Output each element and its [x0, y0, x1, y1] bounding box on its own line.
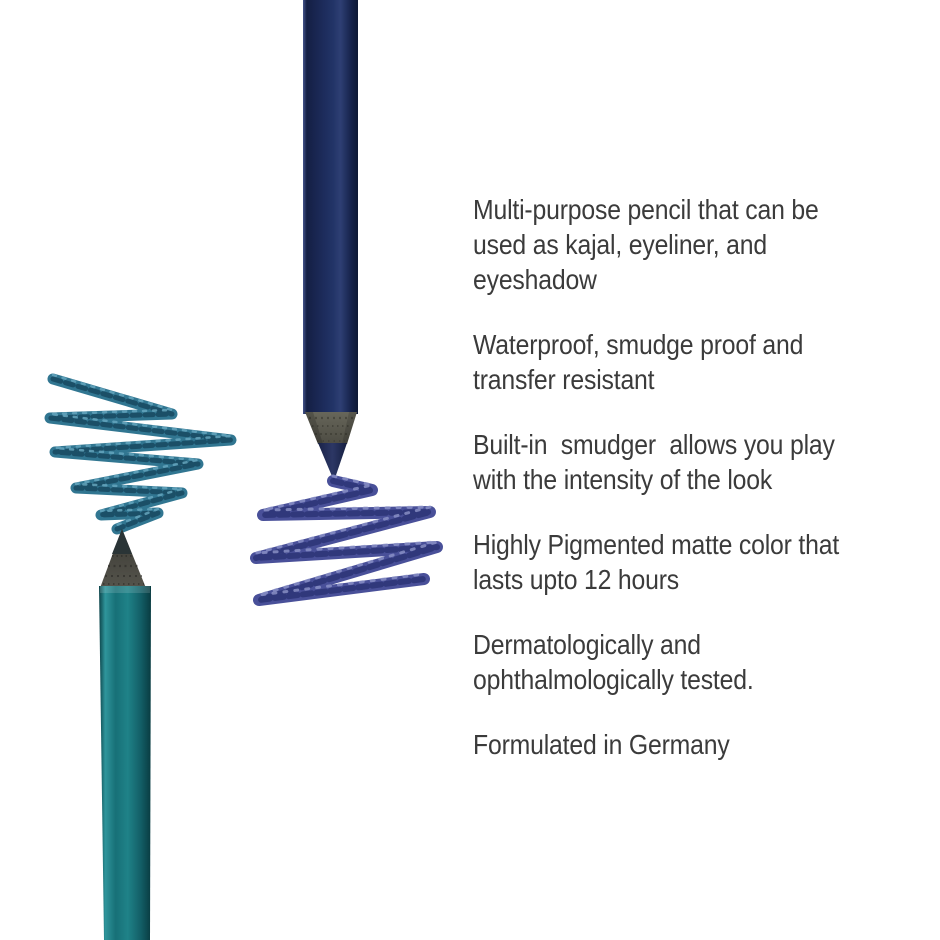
feature-line: Waterproof, smudge proof and	[473, 329, 804, 360]
navy-scribble	[256, 476, 437, 600]
feature-line: Built-in smudger allows you play	[473, 429, 835, 460]
feature-line: Highly Pigmented matte color that	[473, 529, 840, 560]
feature-line: Dermatologically and	[473, 629, 701, 660]
feature-item	[473, 527, 889, 597]
feature-line: lasts upto 12 hours	[473, 564, 680, 595]
feature-line: eyeshadow	[473, 264, 597, 295]
feature-item	[473, 727, 889, 762]
feature-line: Formulated in Germany	[473, 729, 730, 760]
navy-pencil	[303, 0, 358, 481]
teal-scribble	[50, 375, 231, 529]
teal-pencil	[99, 529, 151, 940]
teal-pencil-body	[99, 586, 151, 940]
feature-line: transfer resistant	[473, 364, 655, 395]
feature-item	[473, 427, 889, 497]
navy-pencil-body	[303, 0, 358, 414]
teal-pencil-shoulder-highlight	[100, 586, 150, 593]
feature-line: Multi-purpose pencil that can be	[473, 194, 819, 225]
feature-item	[473, 192, 889, 297]
feature-item	[473, 327, 889, 397]
feature-line: used as kajal, eyeliner, and	[473, 229, 767, 260]
feature-line: ophthalmologically tested.	[473, 664, 754, 695]
feature-item	[473, 627, 889, 697]
feature-list	[473, 192, 889, 792]
feature-line: with the intensity of the look	[473, 464, 773, 495]
